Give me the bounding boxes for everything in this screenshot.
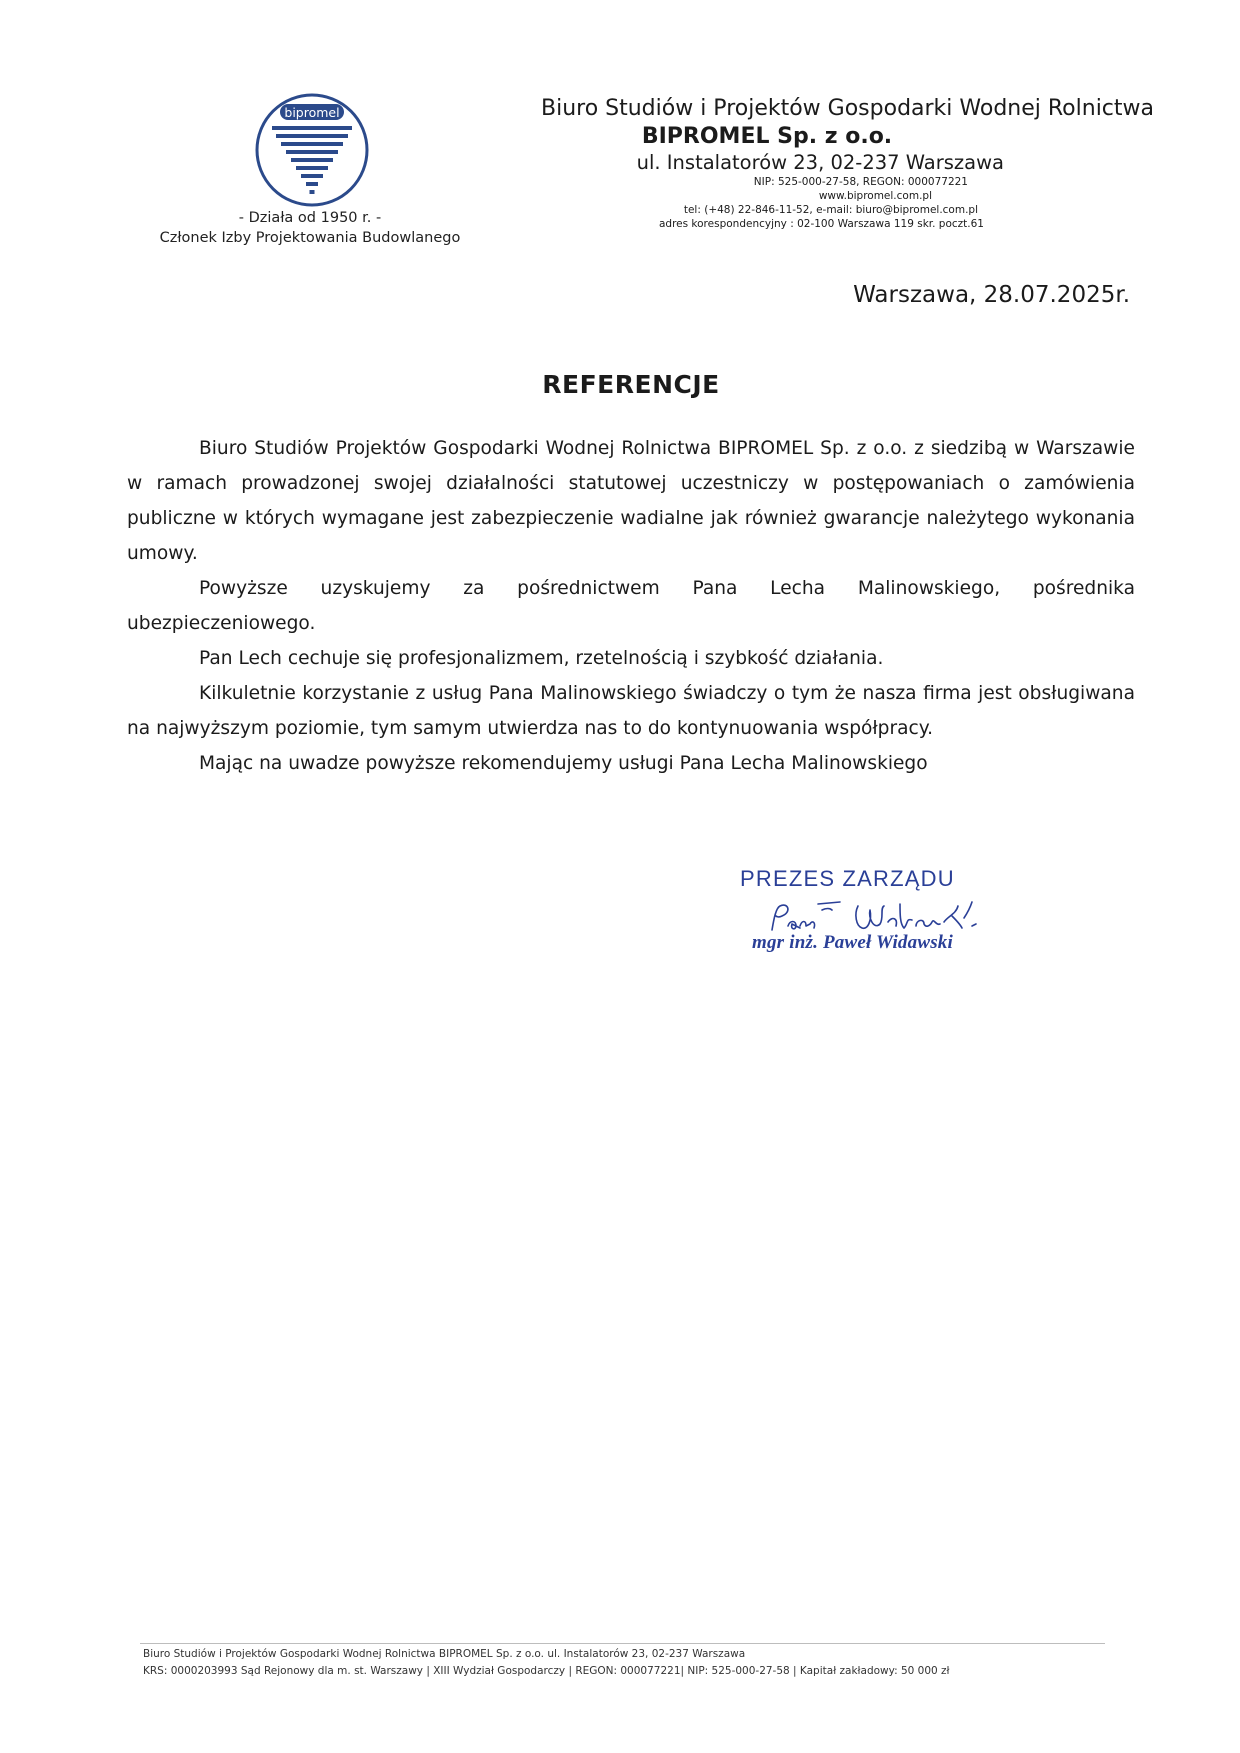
signatory-role: PREZES ZARZĄDU bbox=[740, 866, 955, 891]
svg-text:bipromel: bipromel bbox=[284, 105, 340, 120]
footer-line-2: KRS: 0000203993 Sąd Rejonowy dla m. st. Warszawy | XIII Wydział Gospodarczy | REGON: 000077221| NIP: 525-000-27-58 | Kapitał zakładowy: 50 000 zł bbox=[143, 1665, 950, 1677]
signature-block bbox=[740, 866, 1000, 954]
letter-date: Warszawa, 28.07.2025r. bbox=[853, 282, 1130, 308]
page-footer bbox=[143, 1646, 950, 1680]
footer-line-1: Biuro Studiów i Projektów Gospodarki Wodnej Rolnictwa BIPROMEL Sp. z o.o. ul. Instalatorów 23, 02-237 Warszawa bbox=[143, 1648, 746, 1660]
founded-line: - Działa od 1950 r. - bbox=[238, 210, 382, 226]
letter-body bbox=[127, 431, 1135, 781]
paragraph-3: Pan Lech cechuje się profesjonalizmem, rzetelnością i szybkość działania. bbox=[199, 648, 884, 669]
footer-divider bbox=[140, 1643, 1105, 1644]
signatory-name: mgr inż. Paweł Widawski bbox=[752, 932, 953, 953]
company-name: Biuro Studiów i Projektów Gospodarki Wodnej Rolnictwa bbox=[540, 96, 1154, 121]
paragraph-1: Biuro Studiów Projektów Gospodarki Wodnej Rolnictwa BIPROMEL Sp. z o.o. z siedzibą w Warszawie w ramach prowadzonej swojej działalności statutowej uczestniczy w postępowaniach o zamówienia publiczne w których wymagane jest zabezpieczenie wadialne jak również gwarancje należytego wykonania umowy. bbox=[127, 438, 1135, 564]
company-website[interactable]: www.bipromel.com.pl bbox=[818, 190, 932, 202]
company-nip-regon: NIP: 525-000-27-58, REGON: 000077221 bbox=[753, 176, 968, 188]
bipromel-logo bbox=[254, 92, 370, 208]
company-address: ul. Instalatorów 23, 02-237 Warszawa bbox=[636, 151, 1004, 174]
company-brand: BIPROMEL Sp. z o.o. bbox=[641, 124, 893, 149]
paragraph-4: Kilkuletnie korzystanie z usług Pana Malinowskiego świadczy o tym że nasza firma jest obsługiwana na najwyższym poziomie, tym samym utwierdza nas to do kontynuowania współpracy. bbox=[127, 683, 1135, 739]
letterhead bbox=[470, 95, 1154, 231]
company-correspondence-address: adres korespondencyjny : 02-100 Warszawa 119 skr. poczt.61 bbox=[658, 218, 984, 230]
paragraph-2: Powyższe uzyskujemy za pośrednictwem Pana Lecha Malinowskiego, pośrednika ubezpieczeniowego. bbox=[127, 578, 1135, 634]
company-contact[interactable]: tel: (+48) 22-846-11-52, e-mail: biuro@bipromel.com.pl bbox=[683, 204, 978, 216]
membership-line: Członek Izby Projektowania Budowlanego bbox=[159, 230, 461, 246]
paragraph-5: Mając na uwadze powyższe rekomendujemy usługi Pana Lecha Malinowskiego bbox=[199, 753, 928, 774]
company-tagline bbox=[140, 208, 480, 248]
bipromel-logo-mark bbox=[254, 92, 370, 208]
letter-title: REFERENCJE bbox=[542, 370, 720, 399]
